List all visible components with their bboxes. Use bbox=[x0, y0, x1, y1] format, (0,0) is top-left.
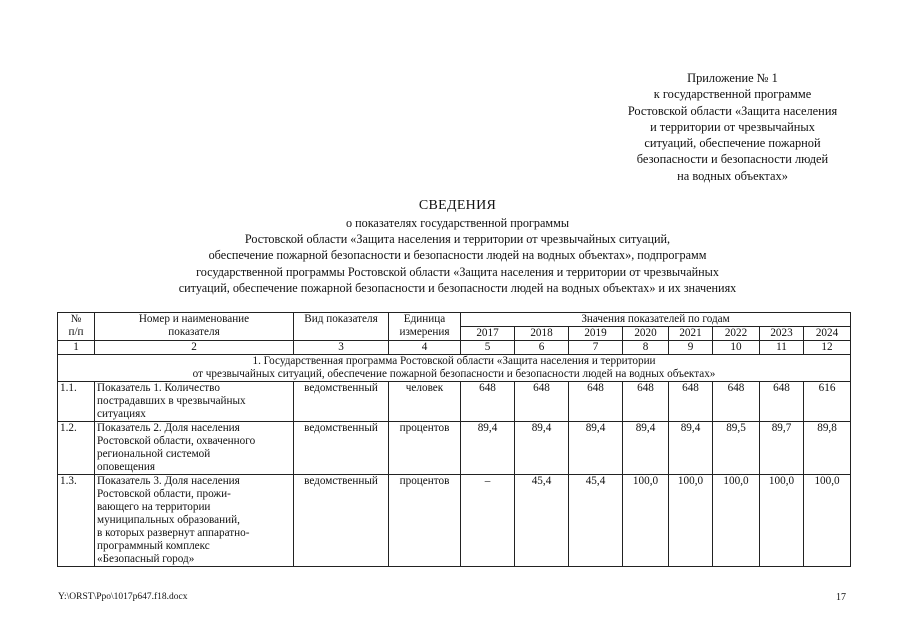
row-value: 648 bbox=[515, 382, 569, 422]
column-numbers-row bbox=[58, 341, 851, 355]
row-name-line: программный комплекс bbox=[97, 540, 210, 552]
header-year: 2019 bbox=[569, 327, 623, 341]
row-unit: человек bbox=[389, 382, 461, 422]
subtitle-line: ситуаций, обеспечение пожарной безопасности и безопасности людей на водных объектах» и их значениях bbox=[178, 280, 737, 295]
row-value: 648 bbox=[713, 382, 760, 422]
appendix-line: к государственной программе bbox=[653, 87, 812, 102]
row-value: 89,4 bbox=[669, 422, 713, 475]
table-row bbox=[58, 422, 851, 475]
row-value: 100,0 bbox=[713, 475, 760, 567]
row-name-line: в которых развернут аппаратно- bbox=[97, 527, 250, 539]
header-name-line: показателя bbox=[168, 326, 220, 338]
header-year: 2022 bbox=[713, 327, 760, 341]
subtitle-line: обеспечение пожарной безопасности и безопасности людей на водных объектах», подпрограмм bbox=[208, 248, 707, 263]
column-number: 4 bbox=[389, 341, 461, 355]
header-num-line: п/п bbox=[68, 326, 84, 338]
row-name-line: Показатель 2. Доля населения bbox=[97, 422, 240, 434]
appendix-line: и территории от чрезвычайных bbox=[650, 119, 815, 134]
row-type: ведомственный bbox=[294, 422, 389, 475]
header-unit-line: Единица bbox=[403, 313, 446, 325]
section-line: от чрезвычайных ситуаций, обеспечение пожарной безопасности и безопасности людей на водных объектах» bbox=[192, 368, 716, 380]
row-type: ведомственный bbox=[294, 475, 389, 567]
header-type bbox=[294, 313, 389, 341]
row-value: 89,8 bbox=[804, 422, 851, 475]
header-num bbox=[58, 313, 95, 341]
document-title: СВЕДЕНИЯ bbox=[418, 198, 497, 213]
row-name-line: Показатель 1. Количество bbox=[97, 382, 220, 394]
column-number: 5 bbox=[461, 341, 515, 355]
column-number: 2 bbox=[95, 341, 294, 355]
row-value: 648 bbox=[760, 382, 804, 422]
row-name-line: вающего на территории bbox=[97, 501, 211, 513]
row-name bbox=[95, 475, 294, 567]
subtitle-line: о показателях государственной программы bbox=[345, 216, 570, 230]
column-number: 11 bbox=[760, 341, 804, 355]
column-number: 1 bbox=[58, 341, 95, 355]
header-name bbox=[95, 313, 294, 341]
section-title bbox=[58, 355, 851, 382]
table-row bbox=[58, 382, 851, 422]
column-number: 3 bbox=[294, 341, 389, 355]
row-value: 89,4 bbox=[623, 422, 669, 475]
subtitle-line: государственной программы Ростовской области «Защита населения и территории от чрезвычайных bbox=[196, 264, 719, 279]
row-name-line: региональной системой bbox=[97, 448, 211, 460]
row-value: 100,0 bbox=[669, 475, 713, 567]
header-year: 2023 bbox=[760, 327, 804, 341]
row-value: 616 bbox=[804, 382, 851, 422]
appendix-line: на водных объектах» bbox=[677, 168, 788, 183]
row-name-line: ситуациях bbox=[97, 408, 146, 420]
subtitle-line: Ростовской области «Защита населения и территории от чрезвычайных ситуаций, bbox=[244, 232, 671, 247]
section-row bbox=[58, 355, 851, 382]
row-value: 89,5 bbox=[713, 422, 760, 475]
header-year: 2020 bbox=[623, 327, 669, 341]
row-type: ведомственный bbox=[294, 382, 389, 422]
header-num-line: № bbox=[70, 313, 82, 325]
column-number: 6 bbox=[515, 341, 569, 355]
table-row bbox=[58, 475, 851, 567]
appendix-line: Ростовской области «Защита населения bbox=[627, 103, 838, 118]
appendix-line: безопасности и безопасности людей bbox=[636, 152, 829, 167]
column-number: 9 bbox=[669, 341, 713, 355]
indicators-table bbox=[57, 312, 851, 567]
row-name-line: оповещения bbox=[97, 461, 156, 473]
table-header-row bbox=[58, 313, 851, 327]
row-num: 1.2. bbox=[58, 422, 95, 475]
appendix-line: Приложение № 1 bbox=[687, 71, 778, 85]
appendix-line: ситуаций, обеспечение пожарной bbox=[644, 136, 821, 151]
row-value: 89,7 bbox=[760, 422, 804, 475]
header-name-line: Номер и наименование bbox=[138, 313, 250, 325]
row-value: 89,4 bbox=[569, 422, 623, 475]
header-values-group: Значения показателей по годам bbox=[461, 313, 851, 327]
row-value: 648 bbox=[669, 382, 713, 422]
row-name-line: «Безопасный город» bbox=[97, 553, 195, 565]
row-value: 648 bbox=[623, 382, 669, 422]
row-value: 100,0 bbox=[804, 475, 851, 567]
row-name-line: муниципальных образований, bbox=[97, 514, 240, 526]
row-value: 648 bbox=[569, 382, 623, 422]
header-year: 2017 bbox=[461, 327, 515, 341]
row-value: 89,4 bbox=[461, 422, 515, 475]
row-num: 1.1. bbox=[58, 382, 95, 422]
row-value: 100,0 bbox=[623, 475, 669, 567]
footer-file-path: Y:\ORST\Ppo\1017p647.f18.docx bbox=[58, 592, 188, 602]
footer-page-number: 17 bbox=[836, 592, 846, 603]
row-value: 100,0 bbox=[760, 475, 804, 567]
row-name-line: пострадавших в чрезвычайных bbox=[97, 395, 246, 407]
row-name-line: Ростовской области, охваченного bbox=[97, 435, 256, 447]
column-number: 12 bbox=[804, 341, 851, 355]
header-unit bbox=[389, 313, 461, 341]
section-line: 1. Государственная программа Ростовской области «Защита населения и территории bbox=[252, 355, 656, 367]
row-value: 648 bbox=[461, 382, 515, 422]
row-num: 1.3. bbox=[58, 475, 95, 567]
column-number: 8 bbox=[623, 341, 669, 355]
row-name-line: Ростовской области, прожи- bbox=[97, 488, 231, 500]
row-value: – bbox=[461, 475, 515, 567]
row-unit: процентов bbox=[389, 422, 461, 475]
row-value: 45,4 bbox=[569, 475, 623, 567]
document-subtitle bbox=[70, 215, 845, 296]
row-name-line: Показатель 3. Доля населения bbox=[97, 475, 240, 487]
column-number: 10 bbox=[713, 341, 760, 355]
row-name bbox=[95, 422, 294, 475]
header-year: 2021 bbox=[669, 327, 713, 341]
header-year: 2024 bbox=[804, 327, 851, 341]
row-unit: процентов bbox=[389, 475, 461, 567]
row-value: 45,4 bbox=[515, 475, 569, 567]
appendix-block bbox=[590, 70, 875, 184]
row-name bbox=[95, 382, 294, 422]
row-value: 89,4 bbox=[515, 422, 569, 475]
column-number: 7 bbox=[569, 341, 623, 355]
header-year: 2018 bbox=[515, 327, 569, 341]
header-type-line: Вид показателя bbox=[304, 313, 378, 325]
header-unit-line: измерения bbox=[399, 326, 450, 338]
